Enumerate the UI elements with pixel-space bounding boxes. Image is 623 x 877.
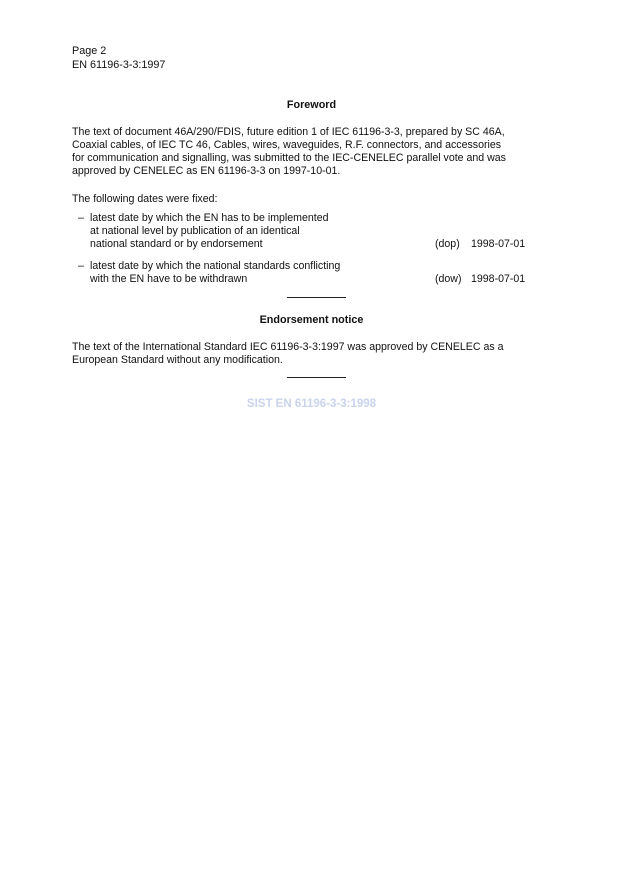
date-item-line: national standard or by endorsement bbox=[90, 238, 263, 250]
date-item-dow bbox=[72, 260, 560, 286]
foreword-line: Coaxial cables, of IEC TC 46, Cables, wires, waveguides, R.F. connectors, and accessories bbox=[72, 139, 502, 151]
endorsement-heading: Endorsement notice bbox=[259, 314, 364, 326]
section-divider bbox=[287, 297, 346, 298]
foreword-line: approved by CENELEC as EN 61196-3-3 on 1997-10-01. bbox=[72, 165, 341, 177]
date-item-line: with the EN have to be withdrawn bbox=[90, 273, 248, 285]
endorsement-line: The text of the International Standard IEC 61196-3-3:1997 was approved by CENELEC as a bbox=[72, 341, 504, 353]
date-value: 1998-07-01 bbox=[471, 238, 526, 250]
date-item-line: latest date by which the EN has to be implemented bbox=[90, 212, 329, 224]
page-header bbox=[72, 45, 165, 72]
date-item-text bbox=[90, 212, 390, 251]
list-dash: – bbox=[78, 212, 84, 224]
date-item-line: at national level by publication of an identical bbox=[90, 225, 300, 237]
foreword-line: for communication and signalling, was submitted to the IEC-CENELEC parallel vote and was bbox=[72, 152, 506, 164]
date-item-dop bbox=[72, 212, 560, 251]
foreword-paragraph bbox=[72, 126, 560, 178]
page-number: Page 2 bbox=[72, 45, 107, 57]
list-dash: – bbox=[78, 260, 84, 272]
watermark: SIST EN 61196-3-3:1998 bbox=[246, 398, 377, 410]
date-value: 1998-07-01 bbox=[471, 273, 526, 285]
foreword-heading: Foreword bbox=[286, 99, 337, 111]
foreword-line: The text of document 46A/290/FDIS, future edition 1 of IEC 61196-3-3, prepared by SC 46A, bbox=[72, 126, 505, 138]
date-list bbox=[72, 212, 560, 251]
date-code: (dow) bbox=[435, 273, 462, 285]
endorsement-paragraph bbox=[72, 341, 560, 367]
standard-reference: EN 61196-3-3:1997 bbox=[72, 58, 166, 71]
endorsement-line: European Standard without any modification. bbox=[72, 354, 283, 366]
dates-intro: The following dates were fixed: bbox=[72, 193, 218, 205]
date-item-text bbox=[90, 260, 390, 286]
date-code: (dop) bbox=[435, 238, 460, 250]
date-list bbox=[72, 260, 560, 286]
date-item-line: latest date by which the national standards conflicting bbox=[90, 260, 341, 272]
section-divider bbox=[287, 377, 346, 378]
